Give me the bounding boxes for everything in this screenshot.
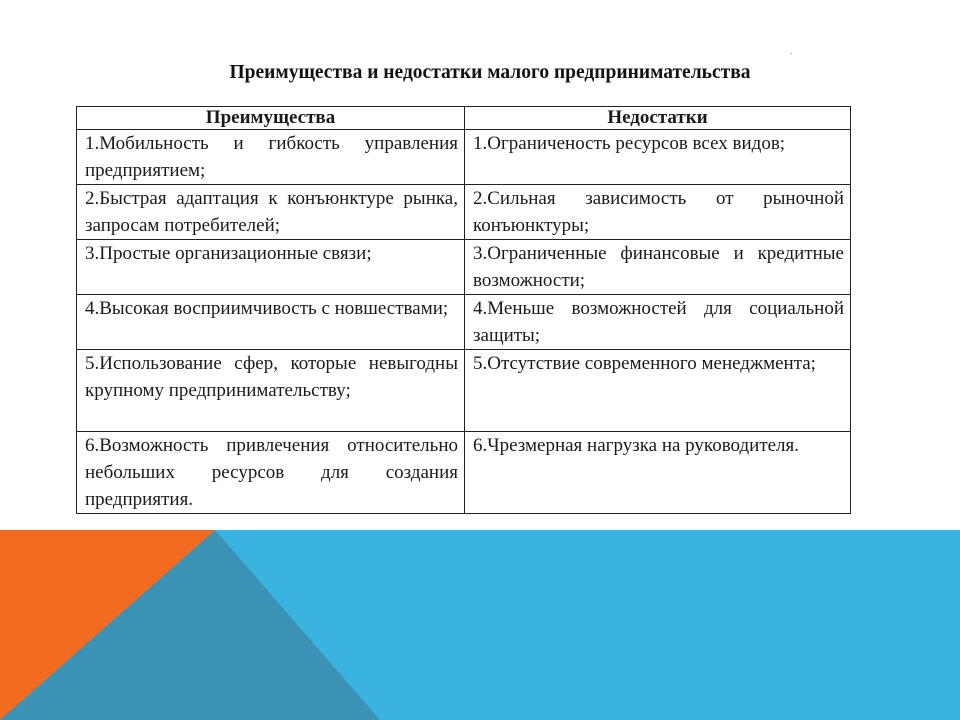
disadvantage-cell: 4.Меньше возможностей для социальной защиты; [465,295,851,350]
slide-title: Преимущества и недостатки малого предпринимательства [229,62,751,83]
advantage-cell: 1.Мобильность и гибкость управления предприятием; [77,130,465,185]
advantage-cell: 3.Простые организационные связи; [77,240,465,295]
table-row [77,350,851,432]
disadvantage-cell: 1.Ограниченость ресурсов всех видов; [465,130,851,185]
disadvantage-cell: 3.Ограниченные финансовые и кредитные возможности; [465,240,851,295]
table-row [77,432,851,514]
table-row [77,185,851,240]
disadvantage-cell: 5.Отсутствие современного менеджмента; [465,350,851,432]
advantage-cell: 2.Быстрая адаптация к конъюнктуре рынка, запросам потребителей; [77,185,465,240]
table-row [77,130,851,185]
comparison-table [76,106,851,514]
table-header-row [77,107,851,130]
tick-mark: . [790,46,793,57]
table-row [77,240,851,295]
advantage-cell: 6.Возможность привлечения относительно небольших ресурсов для создания предприятия. [77,432,465,514]
advantage-cell: 4.Высокая восприимчивость с новшествами; [77,295,465,350]
disadvantage-cell: 6.Чрезмерная нагрузка на руководителя. [465,432,851,514]
decorative-band [0,530,960,720]
advantage-cell: 5.Использование сфер, которые невыгодны крупному предпринимательству; [77,350,465,432]
table-row [77,295,851,350]
disadvantage-cell: 2.Сильная зависимость от рыночной конъюнктуры; [465,185,851,240]
header-disadvantages: Недостатки [465,107,851,130]
header-advantages: Преимущества [77,107,465,130]
